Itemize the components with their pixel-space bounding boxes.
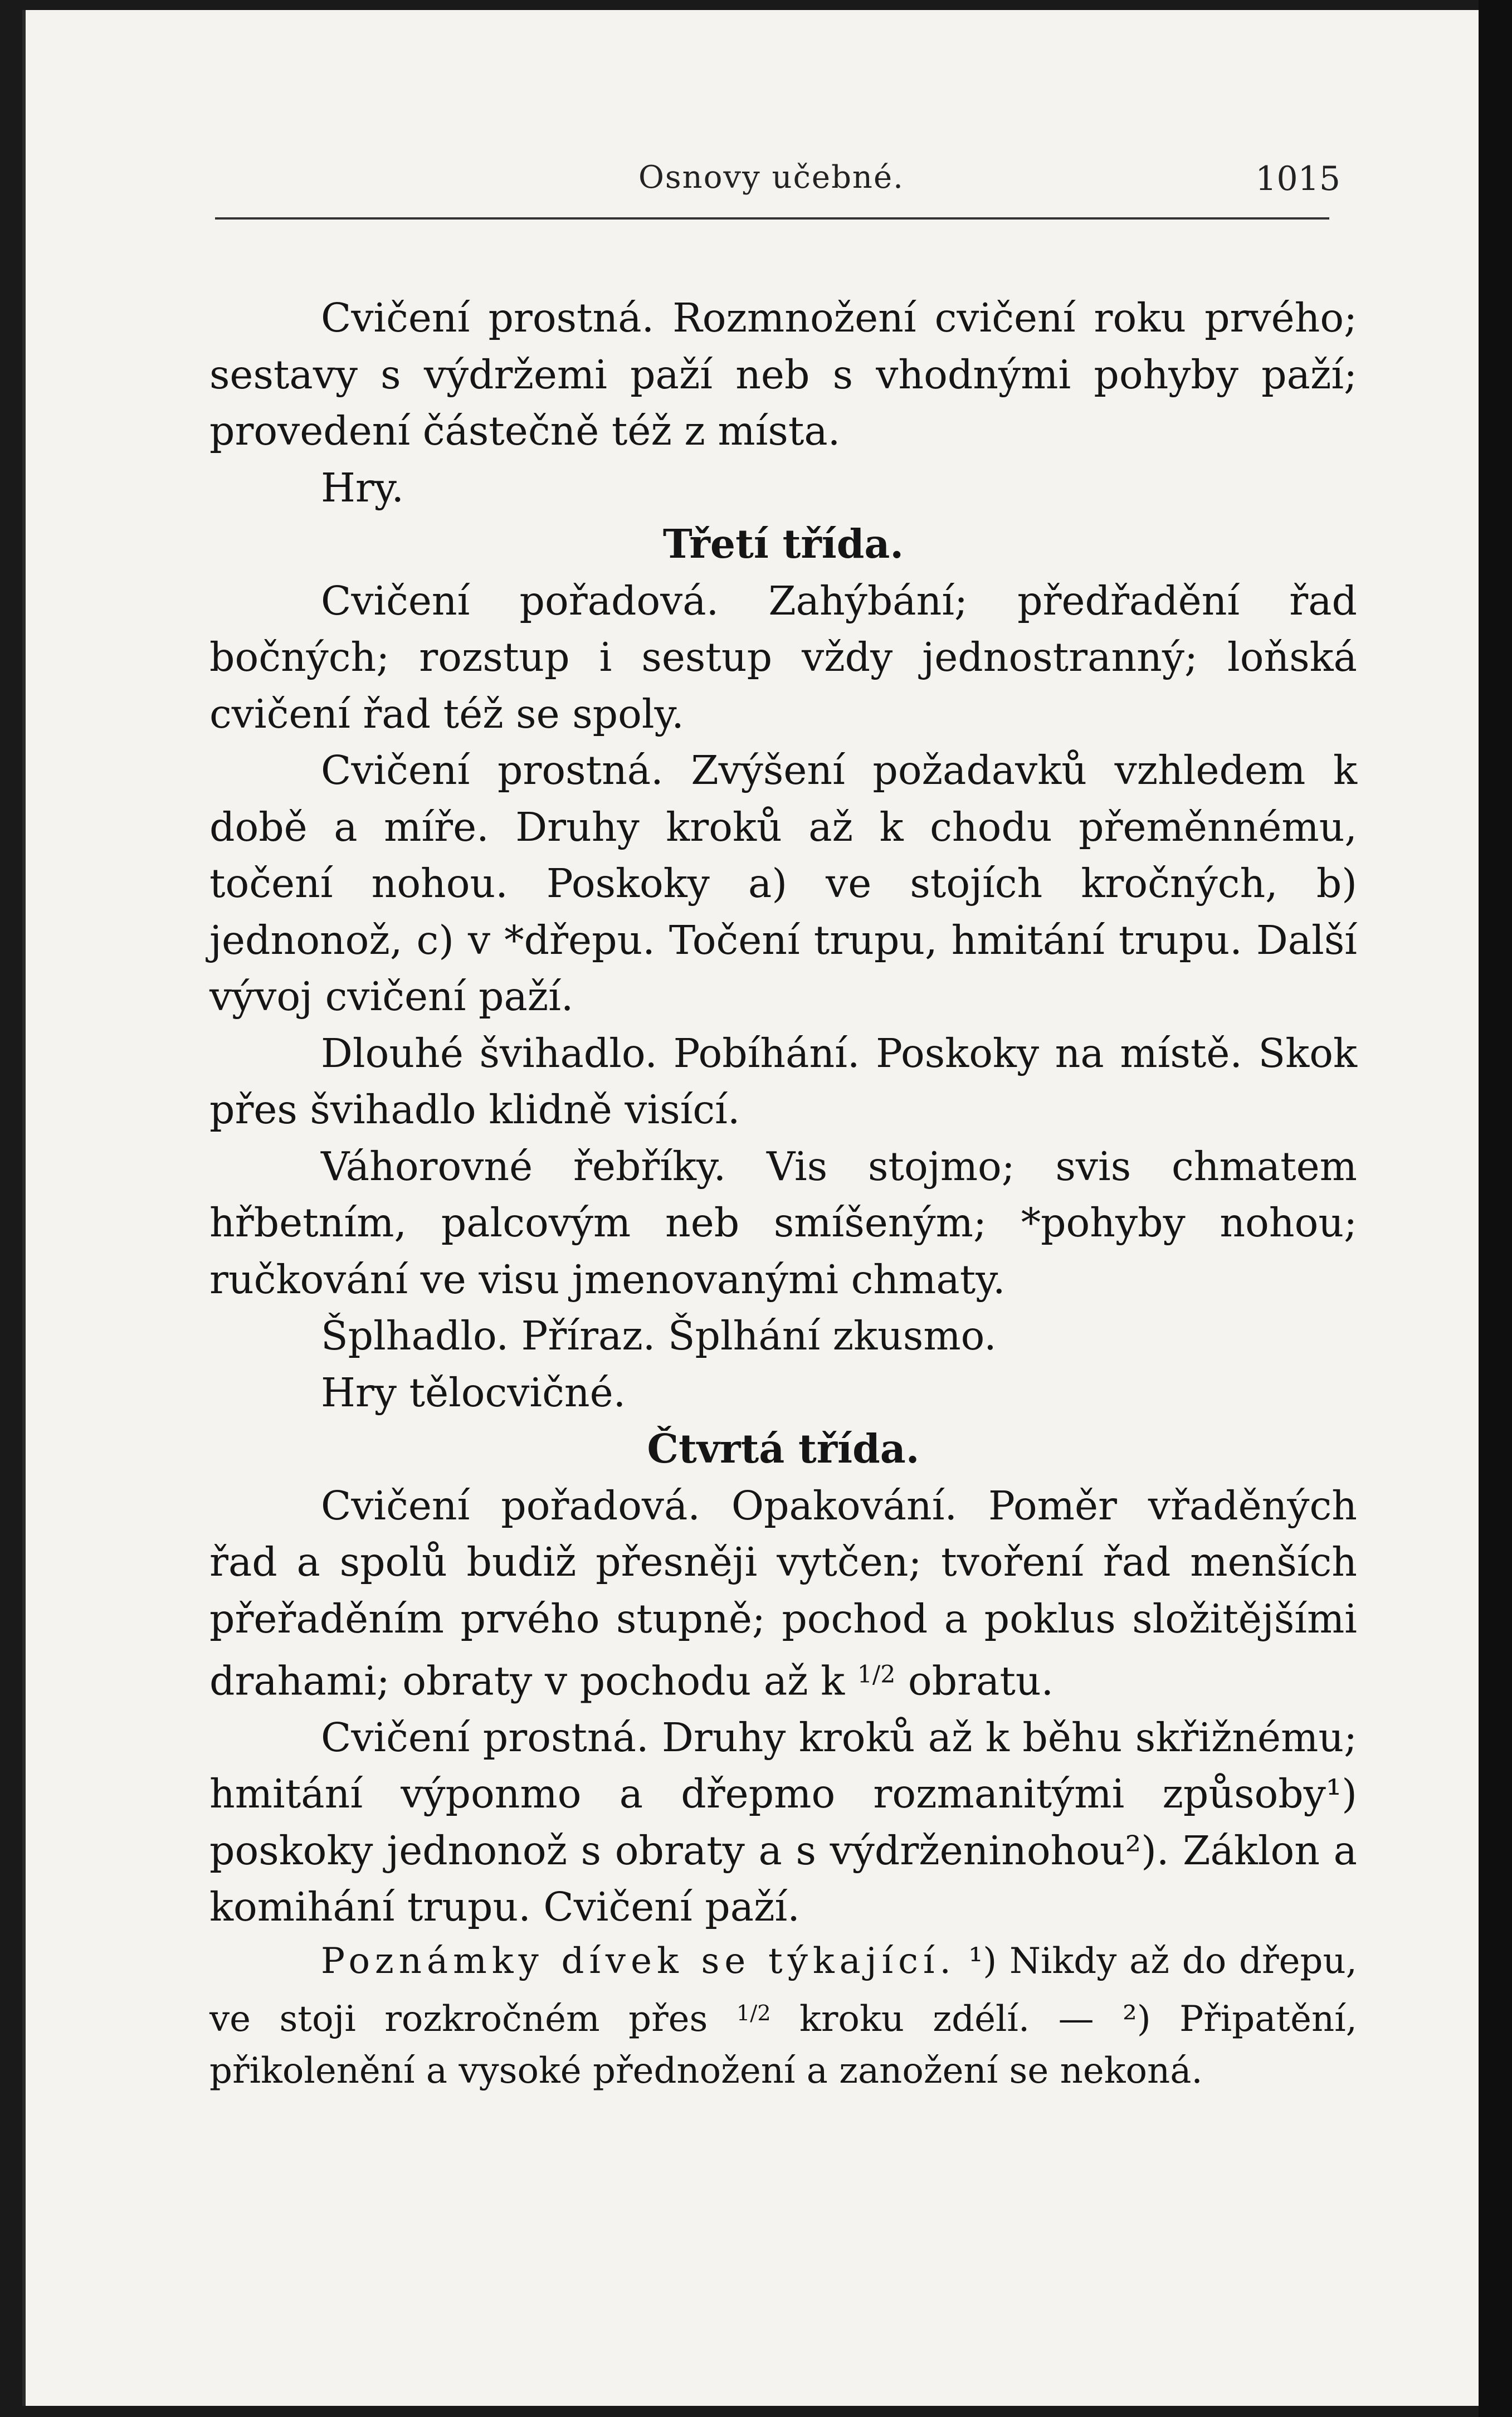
paragraph: Hry tělocvičné.	[321, 1369, 626, 1416]
paragraph: Cvičení prostná. Zvýšení požadavků vzhledem k době a míře. Druhy kroků až k chodu přeměnnému, točení nohou. Poskoky a) ve stojích kročných, b) jednonož, c) v *dřepu. Točení trupu, hmitání trupu. Další vývoj cvičení paží.	[209, 747, 1357, 1020]
footnotes	[209, 1936, 1357, 2097]
paragraph-text: Cvičení pořadová. Opakování. Poměr vřaděných řad a spolů budiž přesněji vytčen; tvoření řad menších přeřaděním prvého stupně; pochod a poklus složitějšími drahami; obraty v pochodu až k	[209, 1482, 1357, 1704]
paragraph: Hry.	[321, 464, 404, 511]
notes-text: ¹) Nikdy až do dřepu, ve stoji rozkročném přes	[209, 1940, 1358, 2040]
running-header	[193, 159, 1340, 209]
notes-label: Poznámky dívek se týkající.	[321, 1940, 956, 1982]
section-heading-fourth: Čtvrtá třída.	[647, 1425, 920, 1472]
paragraph-text: obratu.	[895, 1658, 1054, 1704]
body-text	[209, 290, 1357, 2097]
book-page	[22, 10, 1482, 2406]
paragraph: Cvičení pořadová. Zahýbání; předřadění řad bočných; rozstup i sestup vždy jednostranný; loňská cvičení řad též se spoly.	[209, 577, 1357, 737]
fraction: 1/2	[736, 2000, 771, 2026]
paragraph: Váhorovné řebříky. Vis stojmo; svis chmatem hřbetním, palcovým neb smíšeným; *pohyby nohou; ručkování ve visu jmenovanými chmaty.	[209, 1143, 1357, 1303]
paragraph: Šplhadlo. Příraz. Šplhání zkusmo.	[321, 1313, 997, 1359]
fraction: 1/2	[857, 1661, 896, 1689]
header-rule	[215, 217, 1329, 220]
header-title: Osnovy učebné.	[638, 159, 904, 196]
scan-edge	[1479, 0, 1512, 2417]
paragraph: Dlouhé švihadlo. Pobíhání. Poskoky na místě. Skok přes švihadlo klidně visící.	[209, 1030, 1357, 1133]
paragraph: Cvičení prostná. Druhy kroků až k běhu skřižnému; hmitání výponmo a dřepmo rozmanitými způsoby¹) poskoky jednonož s obraty a s výdrženinohou²). Záklon a komihání trupu. Cvičení paží.	[209, 1714, 1357, 1931]
paragraph	[209, 1478, 1357, 1709]
notes-text: kroku zdélí. — ²) Připatění, přikolenění a vysoké přednožení a zanožení se nekoná.	[209, 1998, 1358, 2092]
paragraph: Cvičení prostná. Rozmnožení cvičení roku prvého; sestavy s výdržemi paží neb s vhodnými pohyby paží; provedení částečně též z místa.	[209, 295, 1357, 454]
section-heading-third: Třetí třída.	[662, 520, 904, 567]
page-number: 1015	[1255, 159, 1340, 198]
